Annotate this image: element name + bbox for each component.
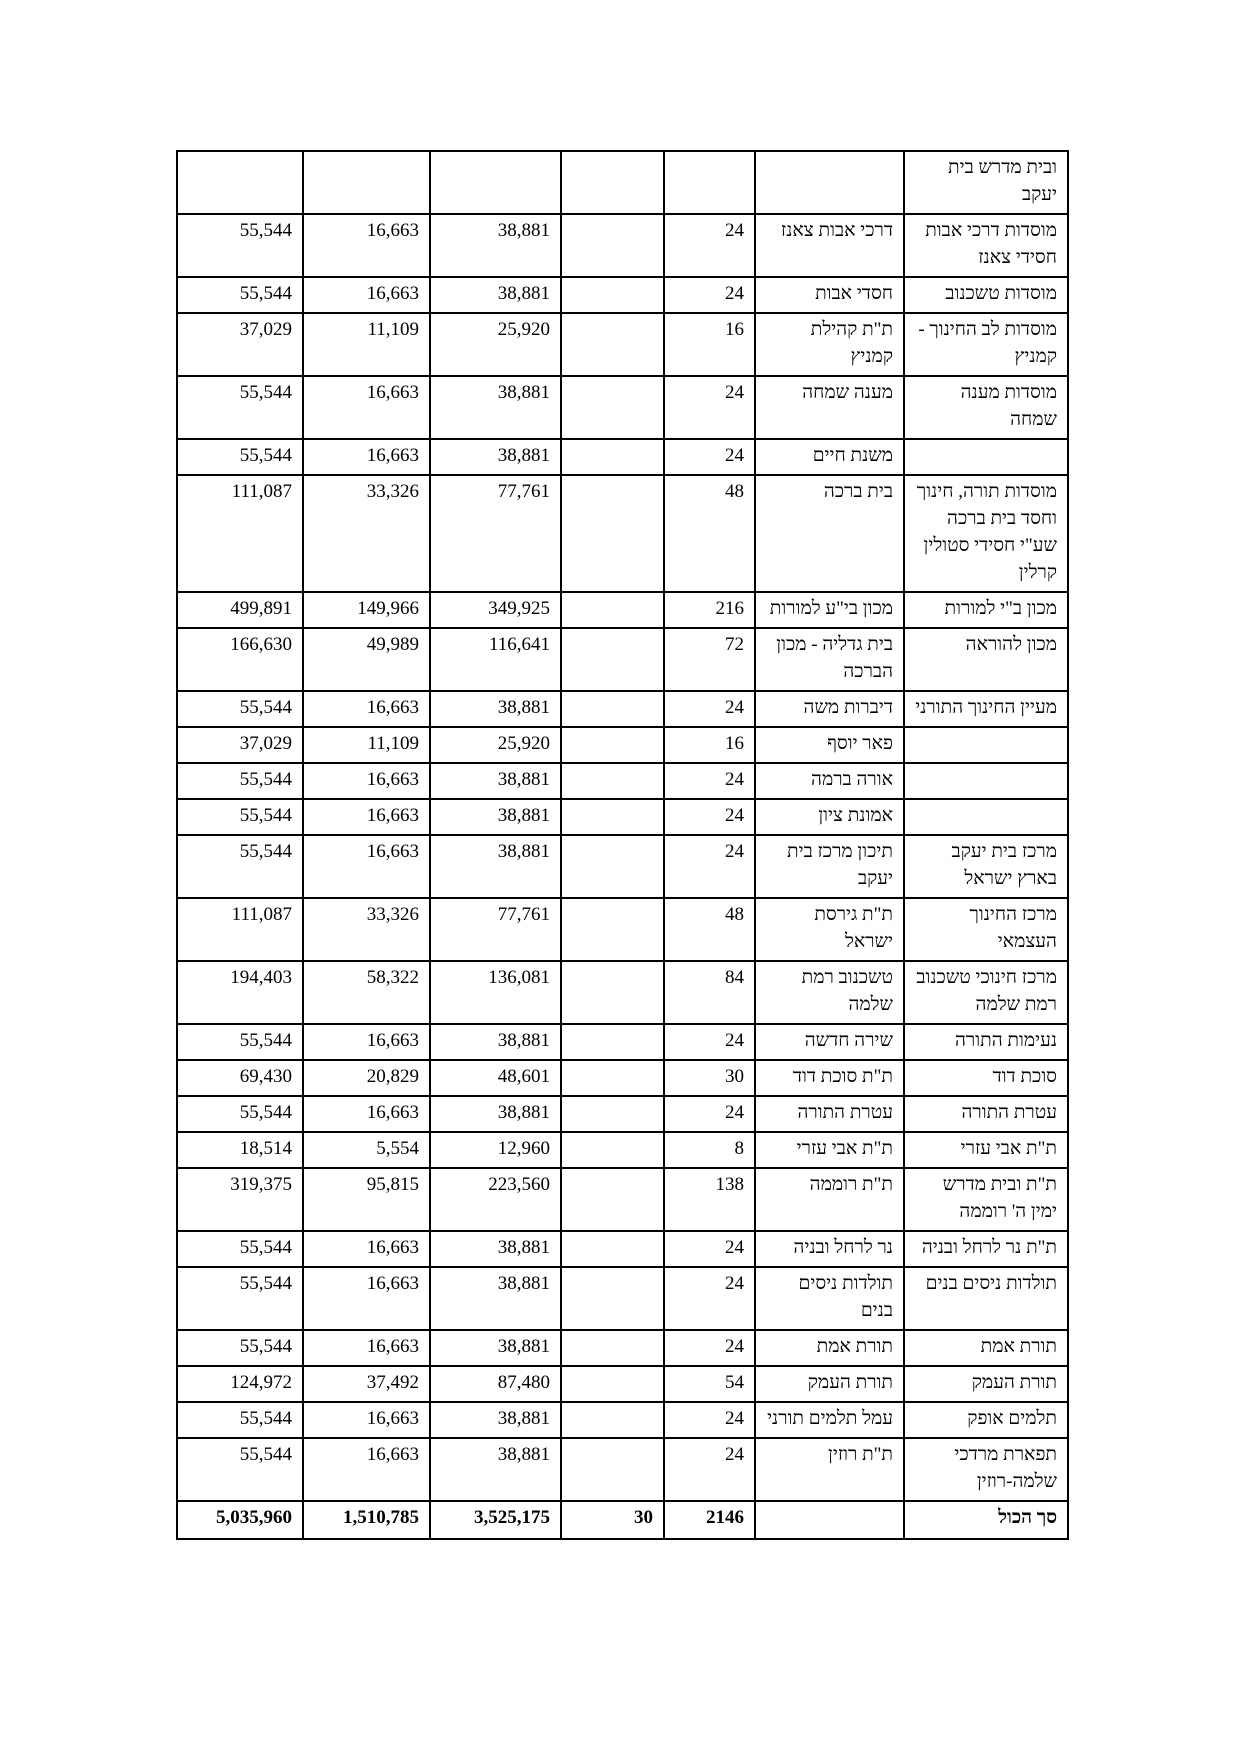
- table-row: [177, 727, 1068, 763]
- extra-amount-cell: [561, 1267, 664, 1330]
- extra-amount-cell: [561, 313, 664, 376]
- amount-total-cell: 194,403: [177, 961, 303, 1024]
- table-row: [177, 376, 1068, 439]
- amount-part1-cell: 12,960: [430, 1132, 561, 1168]
- amount-part2-cell: 16,663: [303, 277, 430, 313]
- amount-part2-cell: 16,663: [303, 1402, 430, 1438]
- amount-part2-cell: 58,322: [303, 961, 430, 1024]
- institution-name-cell: ת"ת ובית מדרש ימין ה' רוממה: [904, 1168, 1068, 1231]
- amount-total-cell: 55,544: [177, 376, 303, 439]
- amount-part1-cell: 38,881: [430, 214, 561, 277]
- extra-amount-cell: [561, 835, 664, 898]
- extra-amount-cell: [561, 1402, 664, 1438]
- amount-total-cell: [177, 151, 303, 214]
- table-body: [177, 151, 1068, 1539]
- amount-part2-cell: 16,663: [303, 214, 430, 277]
- table-row: [177, 1402, 1068, 1438]
- institution-name-cell: מרכז חינוכי טשכנוב רמת שלמה: [904, 961, 1068, 1024]
- extra-amount-cell: [561, 1024, 664, 1060]
- table-row: [177, 1366, 1068, 1402]
- amount-total-cell: 111,087: [177, 475, 303, 592]
- institution-name-cell: [904, 763, 1068, 799]
- amount-part1-cell: 38,881: [430, 1024, 561, 1060]
- program-name-cell: נר לרחל ובניה: [755, 1231, 904, 1267]
- amount-part2-cell: 37,492: [303, 1366, 430, 1402]
- amount-part1-cell: 223,560: [430, 1168, 561, 1231]
- classes-count-cell: 24: [664, 691, 755, 727]
- program-name-cell: אמונת ציון: [755, 799, 904, 835]
- amount-part2-cell: 16,663: [303, 1024, 430, 1060]
- program-name-cell: [755, 151, 904, 214]
- institution-name-cell: [904, 727, 1068, 763]
- amount-total-cell: 55,544: [177, 1231, 303, 1267]
- extra-amount-cell: [561, 214, 664, 277]
- program-name-cell: תיכון מרכז בית יעקב: [755, 835, 904, 898]
- classes-count-cell: 24: [664, 1231, 755, 1267]
- institution-name-cell: תפארת מרדכי שלמה-רוזין: [904, 1438, 1068, 1501]
- amount-total-cell: 55,544: [177, 1096, 303, 1132]
- amount-part2-cell: 33,326: [303, 475, 430, 592]
- extra-amount-cell: [561, 151, 664, 214]
- amount-part1-cell: 38,881: [430, 763, 561, 799]
- table-row: [177, 1438, 1068, 1501]
- institution-name-cell: סוכת דוד: [904, 1060, 1068, 1096]
- classes-count-cell: 8: [664, 1132, 755, 1168]
- amount-part2-cell: [303, 151, 430, 214]
- table-row: [177, 214, 1068, 277]
- amount-part2-cell: 33,326: [303, 898, 430, 961]
- amount-part2-cell: 16,663: [303, 1231, 430, 1267]
- amount-part1-cell: 87,480: [430, 1366, 561, 1402]
- amount-part2-cell: 11,109: [303, 313, 430, 376]
- table-row: [177, 277, 1068, 313]
- institution-name-cell: תולדות ניסים בנים: [904, 1267, 1068, 1330]
- program-name-cell: דרכי אבות צאנז: [755, 214, 904, 277]
- amount-total-cell: 37,029: [177, 313, 303, 376]
- amount-total-cell: 55,544: [177, 799, 303, 835]
- extra-amount-cell: [561, 628, 664, 691]
- classes-count-cell: 16: [664, 313, 755, 376]
- extra-amount-cell: [561, 1096, 664, 1132]
- amount-total-cell: 69,430: [177, 1060, 303, 1096]
- extra-amount-cell: [561, 961, 664, 1024]
- classes-count-cell: 24: [664, 214, 755, 277]
- institution-name-cell: ובית מדרש בית יעקב: [904, 151, 1068, 214]
- classes-count-cell: 138: [664, 1168, 755, 1231]
- table-row: [177, 799, 1068, 835]
- amount-part1-cell: [430, 151, 561, 214]
- table-row: [177, 835, 1068, 898]
- program-name-cell: ת"ת קהילת קמניץ: [755, 313, 904, 376]
- classes-count-cell: 24: [664, 1438, 755, 1501]
- amount-part1-cell: 349,925: [430, 592, 561, 628]
- amount-total-cell: 5,035,960: [177, 1501, 303, 1539]
- extra-amount-cell: [561, 475, 664, 592]
- amount-part2-cell: 11,109: [303, 727, 430, 763]
- table-row: [177, 1330, 1068, 1366]
- amount-part1-cell: 116,641: [430, 628, 561, 691]
- amount-total-cell: 55,544: [177, 1330, 303, 1366]
- program-name-cell: מכון בי"ע למורות: [755, 592, 904, 628]
- institution-name-cell: סך הכול: [904, 1501, 1068, 1539]
- table-row: [177, 475, 1068, 592]
- amount-part1-cell: 25,920: [430, 727, 561, 763]
- table-row: [177, 1024, 1068, 1060]
- amount-total-cell: 55,544: [177, 1024, 303, 1060]
- amount-part1-cell: 38,881: [430, 277, 561, 313]
- amount-part2-cell: 16,663: [303, 1438, 430, 1501]
- institution-name-cell: מוסדות לב החינוך - קמניץ: [904, 313, 1068, 376]
- amount-total-cell: 319,375: [177, 1168, 303, 1231]
- institution-name-cell: מוסדות תורה, חינוך וחסד בית ברכה שע"י חסידי סטולין קרלין: [904, 475, 1068, 592]
- amount-part2-cell: 16,663: [303, 1096, 430, 1132]
- classes-count-cell: 24: [664, 1096, 755, 1132]
- program-name-cell: שירה חדשה: [755, 1024, 904, 1060]
- amount-total-cell: 37,029: [177, 727, 303, 763]
- program-name-cell: [755, 1501, 904, 1539]
- institution-name-cell: תורת אמת: [904, 1330, 1068, 1366]
- program-name-cell: פאר יוסף: [755, 727, 904, 763]
- amount-total-cell: 55,544: [177, 763, 303, 799]
- amount-total-cell: 18,514: [177, 1132, 303, 1168]
- program-name-cell: טשכנוב רמת שלמה: [755, 961, 904, 1024]
- institution-name-cell: מוסדות מענה שמחה: [904, 376, 1068, 439]
- funding-table: [176, 150, 1069, 1540]
- extra-amount-cell: [561, 898, 664, 961]
- amount-total-cell: 55,544: [177, 691, 303, 727]
- amount-part1-cell: 25,920: [430, 313, 561, 376]
- classes-count-cell: 24: [664, 835, 755, 898]
- classes-count-cell: 2146: [664, 1501, 755, 1539]
- classes-count-cell: 24: [664, 1330, 755, 1366]
- amount-part1-cell: 38,881: [430, 799, 561, 835]
- amount-part1-cell: 38,881: [430, 376, 561, 439]
- extra-amount-cell: [561, 1330, 664, 1366]
- classes-count-cell: 48: [664, 898, 755, 961]
- program-name-cell: תורת העמק: [755, 1366, 904, 1402]
- amount-part2-cell: 16,663: [303, 1267, 430, 1330]
- institution-name-cell: תורת העמק: [904, 1366, 1068, 1402]
- institution-name-cell: מוסדות טשכנוב: [904, 277, 1068, 313]
- table-row: [177, 628, 1068, 691]
- table-row: [177, 763, 1068, 799]
- classes-count-cell: 24: [664, 1024, 755, 1060]
- table-row: [177, 151, 1068, 214]
- program-name-cell: ת"ת גירסת ישראל: [755, 898, 904, 961]
- program-name-cell: ת"ת סוכת דוד: [755, 1060, 904, 1096]
- amount-total-cell: 55,544: [177, 214, 303, 277]
- program-name-cell: ת"ת רוזין: [755, 1438, 904, 1501]
- extra-amount-cell: [561, 1132, 664, 1168]
- program-name-cell: דיברות משה: [755, 691, 904, 727]
- institution-name-cell: ת"ת נר לרחל ובניה: [904, 1231, 1068, 1267]
- amount-total-cell: 166,630: [177, 628, 303, 691]
- classes-count-cell: 16: [664, 727, 755, 763]
- amount-total-cell: 55,544: [177, 1267, 303, 1330]
- institution-name-cell: ת"ת אבי עזרי: [904, 1132, 1068, 1168]
- amount-part2-cell: 16,663: [303, 376, 430, 439]
- classes-count-cell: 54: [664, 1366, 755, 1402]
- table-row: [177, 898, 1068, 961]
- classes-count-cell: 84: [664, 961, 755, 1024]
- amount-part2-cell: 20,829: [303, 1060, 430, 1096]
- extra-amount-cell: [561, 1231, 664, 1267]
- classes-count-cell: 24: [664, 439, 755, 475]
- table-row: [177, 313, 1068, 376]
- extra-amount-cell: [561, 1168, 664, 1231]
- institution-name-cell: מרכז החינוך העצמאי: [904, 898, 1068, 961]
- amount-part2-cell: 16,663: [303, 763, 430, 799]
- amount-total-cell: 111,087: [177, 898, 303, 961]
- program-name-cell: עמל תלמים תורני: [755, 1402, 904, 1438]
- extra-amount-cell: 30: [561, 1501, 664, 1539]
- amount-part2-cell: 16,663: [303, 691, 430, 727]
- amount-total-cell: 55,544: [177, 1438, 303, 1501]
- table-row: [177, 961, 1068, 1024]
- program-name-cell: תורת אמת: [755, 1330, 904, 1366]
- amount-part1-cell: 77,761: [430, 475, 561, 592]
- program-name-cell: אורה ברמה: [755, 763, 904, 799]
- amount-part1-cell: 3,525,175: [430, 1501, 561, 1539]
- extra-amount-cell: [561, 763, 664, 799]
- program-name-cell: משנת חיים: [755, 439, 904, 475]
- extra-amount-cell: [561, 376, 664, 439]
- amount-part2-cell: 49,989: [303, 628, 430, 691]
- amount-part2-cell: 16,663: [303, 439, 430, 475]
- extra-amount-cell: [561, 1060, 664, 1096]
- amount-part1-cell: 48,601: [430, 1060, 561, 1096]
- program-name-cell: בית ברכה: [755, 475, 904, 592]
- amount-part1-cell: 136,081: [430, 961, 561, 1024]
- amount-part2-cell: 149,966: [303, 592, 430, 628]
- funding-table-container: [176, 150, 1069, 1540]
- classes-count-cell: 48: [664, 475, 755, 592]
- classes-count-cell: 24: [664, 1402, 755, 1438]
- table-row: [177, 1267, 1068, 1330]
- classes-count-cell: 30: [664, 1060, 755, 1096]
- amount-part1-cell: 38,881: [430, 439, 561, 475]
- classes-count-cell: 24: [664, 1267, 755, 1330]
- amount-part1-cell: 77,761: [430, 898, 561, 961]
- amount-part2-cell: 16,663: [303, 835, 430, 898]
- amount-part2-cell: 16,663: [303, 799, 430, 835]
- institution-name-cell: מרכז בית יעקב בארץ ישראל: [904, 835, 1068, 898]
- amount-total-cell: 499,891: [177, 592, 303, 628]
- program-name-cell: בית גדליה - מכון הברכה: [755, 628, 904, 691]
- institution-name-cell: מעיין החינוך התורני: [904, 691, 1068, 727]
- program-name-cell: ת"ת אבי עזרי: [755, 1132, 904, 1168]
- table-row: [177, 1096, 1068, 1132]
- program-name-cell: מענה שמחה: [755, 376, 904, 439]
- amount-total-cell: 55,544: [177, 439, 303, 475]
- amount-part2-cell: 1,510,785: [303, 1501, 430, 1539]
- amount-part1-cell: 38,881: [430, 1231, 561, 1267]
- classes-count-cell: 24: [664, 763, 755, 799]
- table-row: [177, 592, 1068, 628]
- institution-name-cell: [904, 439, 1068, 475]
- table-row: [177, 691, 1068, 727]
- amount-part1-cell: 38,881: [430, 1402, 561, 1438]
- table-row: [177, 1231, 1068, 1267]
- institution-name-cell: עטרת התורה: [904, 1096, 1068, 1132]
- extra-amount-cell: [561, 727, 664, 763]
- extra-amount-cell: [561, 277, 664, 313]
- program-name-cell: ת"ת רוממה: [755, 1168, 904, 1231]
- extra-amount-cell: [561, 592, 664, 628]
- extra-amount-cell: [561, 439, 664, 475]
- institution-name-cell: מכון להוראה: [904, 628, 1068, 691]
- extra-amount-cell: [561, 1438, 664, 1501]
- institution-name-cell: נעימות התורה: [904, 1024, 1068, 1060]
- table-row: [177, 1168, 1068, 1231]
- program-name-cell: עטרת התורה: [755, 1096, 904, 1132]
- amount-total-cell: 124,972: [177, 1366, 303, 1402]
- table-row: [177, 1132, 1068, 1168]
- table-row: [177, 1501, 1068, 1539]
- amount-total-cell: 55,544: [177, 835, 303, 898]
- amount-total-cell: 55,544: [177, 277, 303, 313]
- amount-total-cell: 55,544: [177, 1402, 303, 1438]
- program-name-cell: תולדות ניסים בנים: [755, 1267, 904, 1330]
- amount-part1-cell: 38,881: [430, 1267, 561, 1330]
- amount-part2-cell: 5,554: [303, 1132, 430, 1168]
- institution-name-cell: מוסדות דרכי אבות חסידי צאנז: [904, 214, 1068, 277]
- classes-count-cell: [664, 151, 755, 214]
- institution-name-cell: מכון ב"י למורות: [904, 592, 1068, 628]
- extra-amount-cell: [561, 799, 664, 835]
- amount-part2-cell: 95,815: [303, 1168, 430, 1231]
- classes-count-cell: 24: [664, 799, 755, 835]
- classes-count-cell: 216: [664, 592, 755, 628]
- program-name-cell: חסדי אבות: [755, 277, 904, 313]
- institution-name-cell: [904, 799, 1068, 835]
- amount-part1-cell: 38,881: [430, 835, 561, 898]
- classes-count-cell: 72: [664, 628, 755, 691]
- amount-part1-cell: 38,881: [430, 1096, 561, 1132]
- extra-amount-cell: [561, 1366, 664, 1402]
- amount-part1-cell: 38,881: [430, 1438, 561, 1501]
- institution-name-cell: תלמים אופק: [904, 1402, 1068, 1438]
- table-row: [177, 439, 1068, 475]
- extra-amount-cell: [561, 691, 664, 727]
- amount-part1-cell: 38,881: [430, 691, 561, 727]
- amount-part1-cell: 38,881: [430, 1330, 561, 1366]
- table-row: [177, 1060, 1068, 1096]
- classes-count-cell: 24: [664, 376, 755, 439]
- amount-part2-cell: 16,663: [303, 1330, 430, 1366]
- classes-count-cell: 24: [664, 277, 755, 313]
